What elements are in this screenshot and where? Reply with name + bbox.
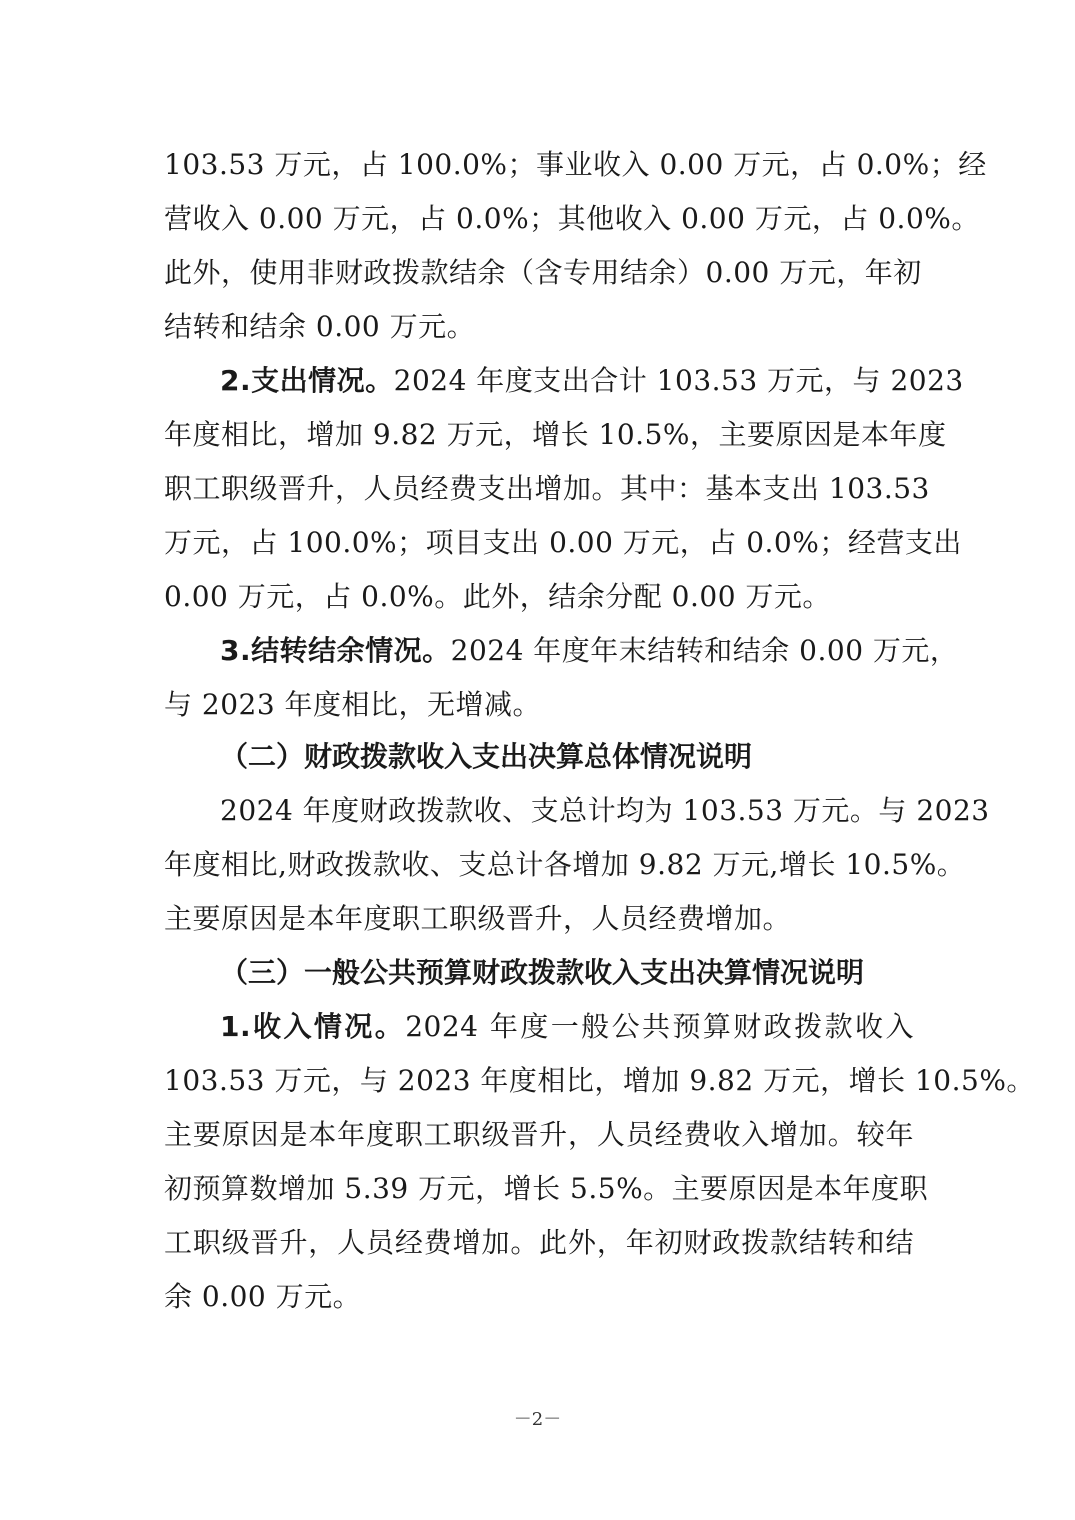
paragraph-line: 103.53 万元，与 2023 年度相比，增加 9.82 万元，增长 10.5%。	[164, 1064, 1035, 1097]
paragraph-line: 年度相比,财政拨款收、支总计各增加 9.82 万元,增长 10.5%。	[164, 848, 966, 881]
paragraph-line: 余 0.00 万元。	[164, 1280, 362, 1313]
paragraph-line: 103.53 万元，占 100.0%；事业收入 0.00 万元，占 0.0%；经	[164, 148, 987, 181]
section-heading: （二）财政拨款收入支出决算总体情况说明	[220, 740, 753, 773]
paragraph-lead: 3.结转结余情况。	[220, 634, 451, 667]
paragraph-line: 营收入 0.00 万元，占 0.0%；其他收入 0.00 万元，占 0.0%。	[164, 202, 980, 235]
paragraph-line: 主要原因是本年度职工职级晋升，人员经费增加。	[164, 902, 792, 935]
paragraph-line: 结转和结余 0.00 万元。	[164, 310, 476, 343]
paragraph-line: 0.00 万元，占 0.0%。此外，结余分配 0.00 万元。	[164, 580, 831, 613]
paragraph-line: 初预算数增加 5.39 万元，增长 5.5%。主要原因是本年度职	[164, 1172, 929, 1205]
paragraph-text: 2024 年度支出合计 103.53 万元，与 2023	[393, 364, 964, 397]
paragraph-line: 年度相比，增加 9.82 万元，增长 10.5%，主要原因是本年度	[164, 418, 947, 451]
paragraph-line: 工职级晋升，人员经费增加。此外，年初财政拨款结转和结	[164, 1226, 914, 1259]
paragraph-line: 此外，使用非财政拨款结余（含专用结余）0.00 万元，年初	[164, 256, 922, 289]
paragraph-first-line	[164, 631, 959, 671]
paragraph-line: 与 2023 年度相比，无增减。	[164, 688, 542, 721]
section-heading: （三）一般公共预算财政拨款收入支出决算情况说明	[220, 956, 865, 989]
paragraph-lead: 1.收入情况。	[220, 1010, 406, 1043]
paragraph-text: 2024 年度年末结转和结余 0.00 万元，	[450, 634, 959, 667]
paragraph-line: 职工职级晋升，人员经费支出增加。其中：基本支出 103.53	[164, 472, 930, 505]
paragraph-line: 万元，占 100.0%；项目支出 0.00 万元，占 0.0%；经营支出	[164, 526, 962, 559]
paragraph-first-line	[164, 1007, 914, 1047]
page-number: －2－	[513, 1409, 562, 1430]
paragraph-lead: 2.支出情况。	[220, 364, 394, 397]
paragraph-line: 2024 年度财政拨款收、支总计均为 103.53 万元。与 2023	[220, 794, 990, 827]
paragraph-line: 主要原因是本年度职工职级晋升，人员经费收入增加。较年	[164, 1118, 914, 1151]
paragraph-text: 2024 年度一般公共预算财政拨款收入	[405, 1010, 914, 1043]
paragraph-first-line	[164, 361, 964, 401]
